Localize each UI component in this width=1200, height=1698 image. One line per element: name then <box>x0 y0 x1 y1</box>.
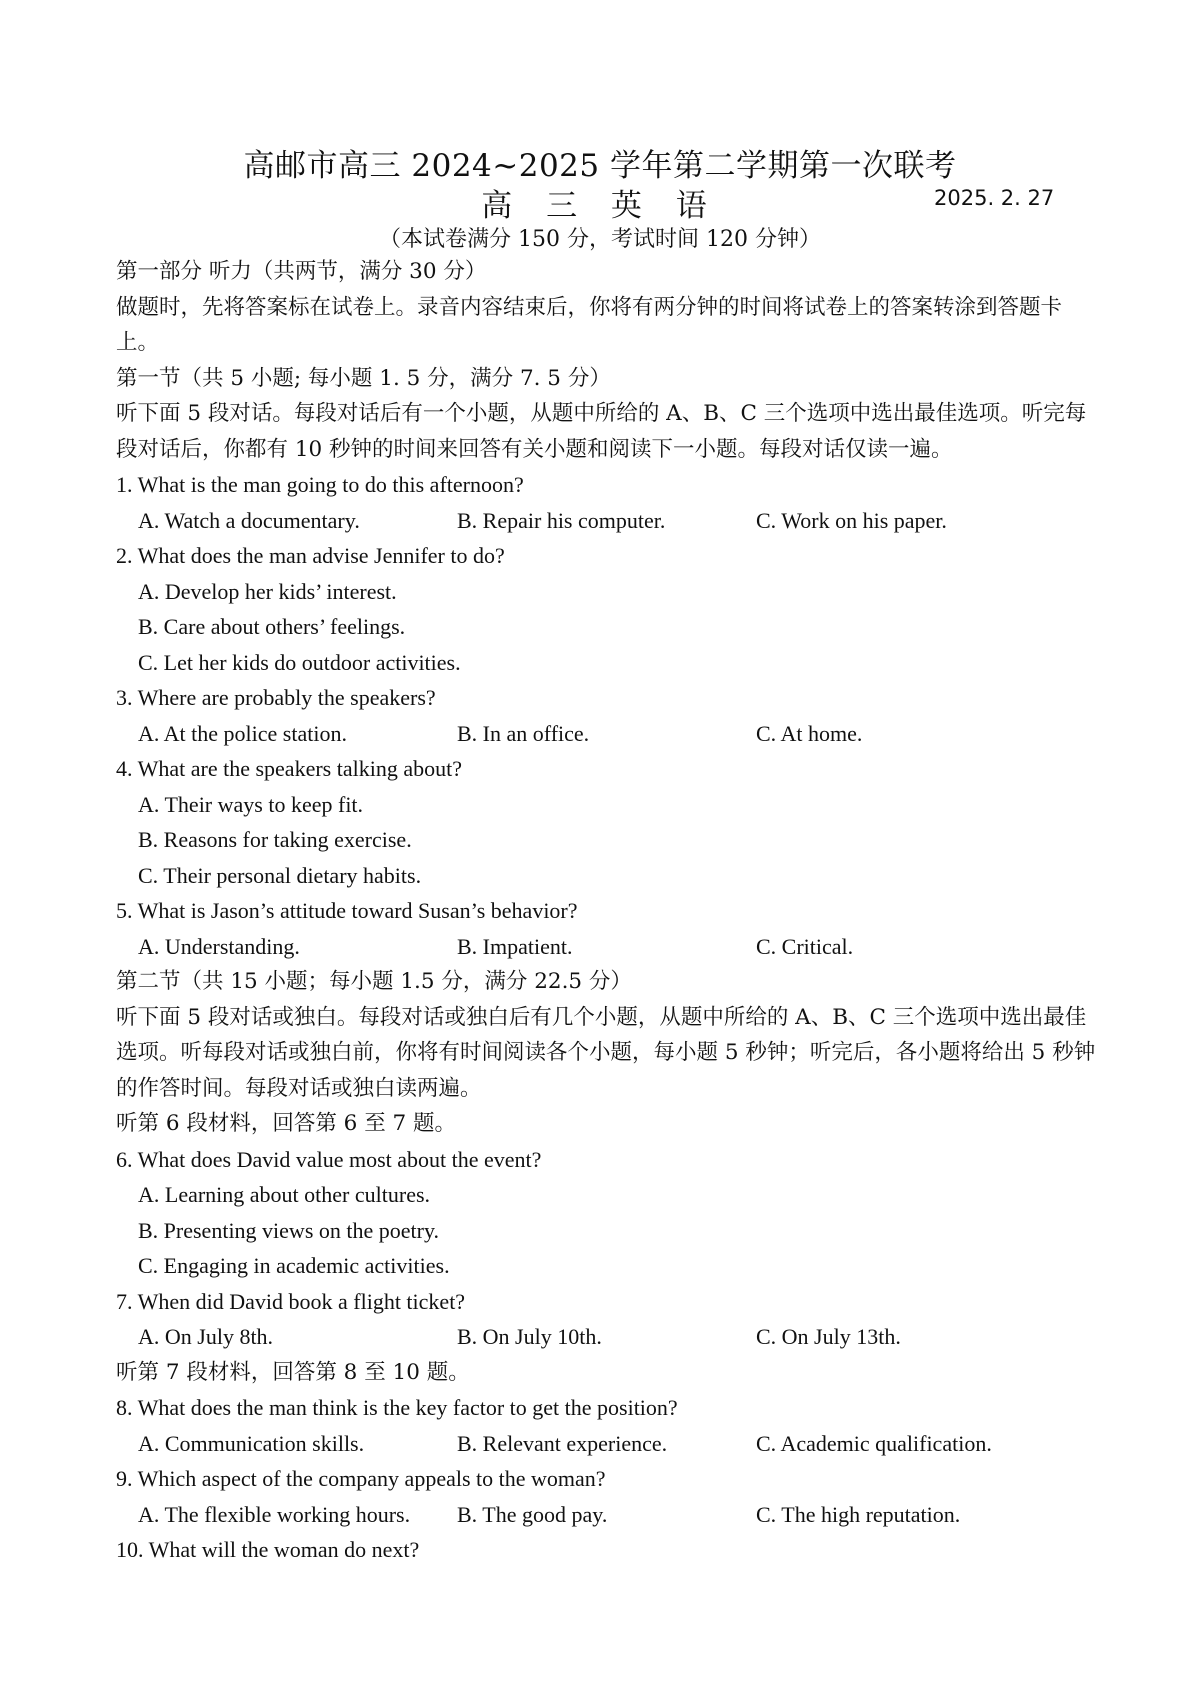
option-c: C. Let her kids do outdoor activities. <box>138 649 461 675</box>
option-b: B. The good pay. <box>457 1501 608 1527</box>
option-a: A. Watch a documentary. <box>138 507 360 533</box>
option-a: A. At the police station. <box>138 720 347 746</box>
exam-note: （本试卷满分 150 分，考试时间 120 分钟） <box>379 227 821 252</box>
options-9 <box>116 1497 1096 1533</box>
option-a: A. Their ways to keep fit. <box>138 791 364 817</box>
option-b: B. Relevant experience. <box>457 1430 668 1456</box>
option-b: B. Reasons for taking exercise. <box>138 827 412 852</box>
exam-date: 2025. 2. 27 <box>934 186 1055 210</box>
option-a: A. Learning about other cultures. <box>138 1182 431 1207</box>
option-c: C. At home. <box>756 720 863 746</box>
part1-instruction: 做题时，先将答案标在试卷上。录音内容结束后，你将有两分钟的时间将试卷上的答案转涂到答题卡上。 <box>116 294 1063 355</box>
question-1: 1. What is the man going to do this afternoon? <box>116 472 524 497</box>
option-b: B. Presenting views on the poetry. <box>138 1217 440 1243</box>
question-4: 4. What are the speakers talking about? <box>116 756 462 781</box>
question-3: 3. Where are probably the speakers? <box>116 685 436 710</box>
question-9: 9. Which aspect of the company appeals to the woman? <box>116 1466 606 1491</box>
option-b: B. In an office. <box>457 720 590 746</box>
options-7 <box>116 1319 1096 1355</box>
option-a: A. Communication skills. <box>138 1430 365 1456</box>
options-3 <box>116 716 1096 752</box>
options-1 <box>116 503 1096 539</box>
question-10: 10. What will the woman do next? <box>116 1537 420 1562</box>
section2-instruction: 听下面 5 段对话或独白。每段对话或独白后有几个小题，从题中所给的 A、B、C 三个选项中选出最佳选项。听每段对话或独白前，你将有时间阅读各个小题，每小题 5 秒钟；听完后，各小题将给出 5 秒钟的作答时间。每段对话或独白读两遍。 <box>116 1004 1096 1101</box>
options-8 <box>116 1426 1096 1462</box>
option-c: C. Critical. <box>756 933 854 959</box>
option-b: B. Impatient. <box>457 933 573 959</box>
section2-heading: 第二节（共 15 小题；每小题 1.5 分，满分 22.5 分） <box>116 969 632 994</box>
option-c: C. Academic qualification. <box>756 1430 992 1456</box>
question-8: 8. What does the man think is the key factor to get the position? <box>116 1395 678 1420</box>
section1-heading: 第一节（共 5 小题; 每小题 1. 5 分，满分 7. 5 分） <box>116 365 611 391</box>
question-6: 6. What does David value most about the event? <box>116 1146 542 1172</box>
option-a: A. Understanding. <box>138 933 300 959</box>
option-c: C. The high reputation. <box>756 1501 961 1527</box>
question-5: 5. What is Jason’s attitude toward Susan’s behavior? <box>116 898 578 923</box>
option-c: C. Work on his paper. <box>756 507 947 533</box>
option-b: B. Care about others’ feelings. <box>138 614 406 639</box>
option-c: C. Their personal dietary habits. <box>138 862 422 888</box>
option-c: C. Engaging in academic activities. <box>138 1253 450 1278</box>
question-2: 2. What does the man advise Jennifer to do? <box>116 543 505 568</box>
section1-instruction: 听下面 5 段对话。每段对话后有一个小题，从题中所给的 A、B、C 三个选项中选出最佳选项。听完每段对话后，你都有 10 秒钟的时间来回答有关小题和阅读下一小题。每段对话仅读一遍。 <box>116 401 1087 462</box>
part1-heading: 第一部分 听力（共两节，满分 30 分） <box>116 259 487 284</box>
option-b: B. Repair his computer. <box>457 507 666 533</box>
exam-title: 高邮市高三 2024~2025 学年第二学期第一次联考 <box>243 148 957 184</box>
exam-body <box>116 254 1096 1568</box>
option-c: C. On July 13th. <box>756 1324 901 1349</box>
question-7: 7. When did David book a flight ticket? <box>116 1288 466 1314</box>
option-a: A. Develop her kids’ interest. <box>138 578 397 604</box>
option-a: A. The flexible working hours. <box>138 1501 411 1527</box>
material-6-note: 听第 6 段材料，回答第 6 至 7 题。 <box>116 1111 457 1136</box>
option-a: A. On July 8th. <box>138 1324 274 1349</box>
options-5 <box>116 929 1096 965</box>
option-b: B. On July 10th. <box>457 1324 602 1349</box>
material-7-note: 听第 7 段材料，回答第 8 至 10 题。 <box>116 1359 470 1385</box>
subject-title: 高 三 英 语 <box>481 188 719 224</box>
